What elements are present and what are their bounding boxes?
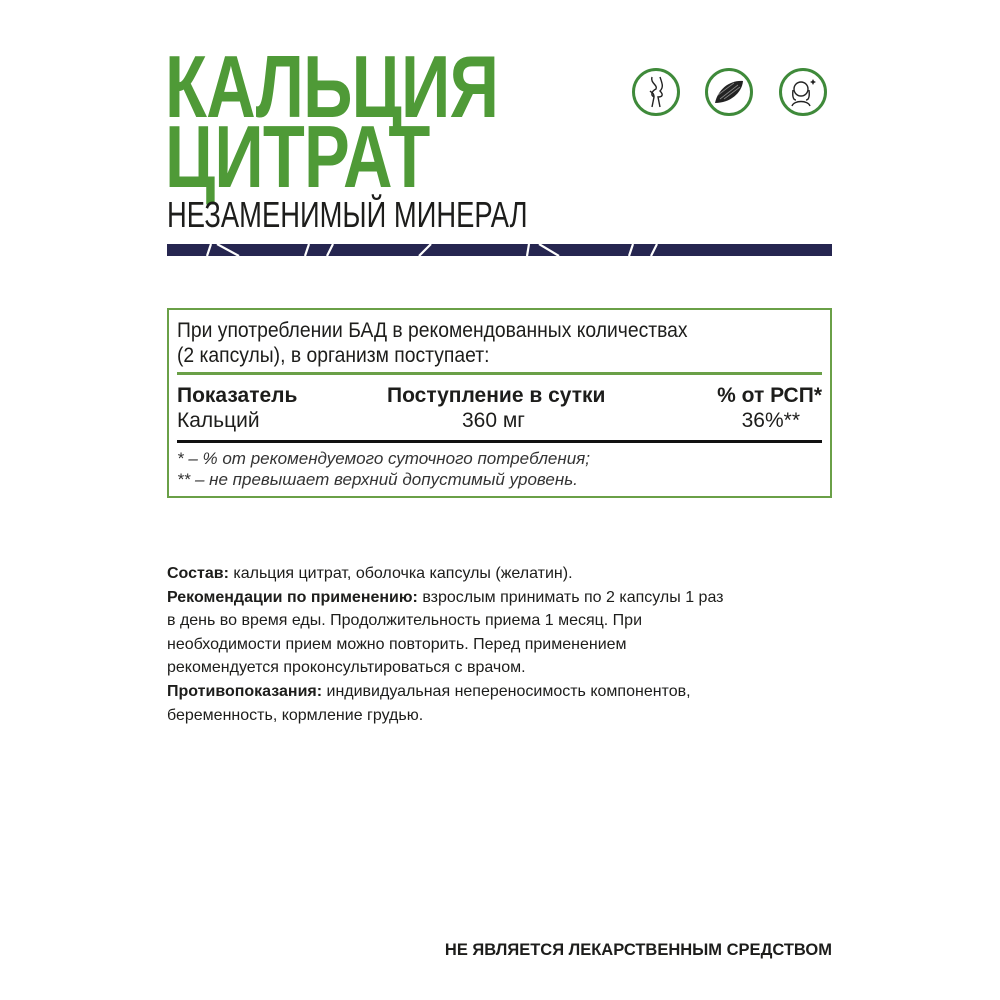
contraindications-paragraph	[167, 680, 727, 727]
beauty-face-icon	[779, 68, 827, 116]
composition-label: Состав:	[167, 565, 229, 582]
cell-amount: 360 мг	[462, 409, 525, 432]
header-rsp-percent: % от РСП*	[717, 384, 822, 407]
footnote-2: ** – не превышает верхний допустимый уровень.	[177, 470, 578, 489]
composition-text: кальция цитрат, оболочка капсулы (желатин).	[228, 565, 573, 582]
muscle-icon	[705, 68, 753, 116]
usage-text: взрослым принимать по 2 капсулы 1 раз в день во время еды. Продолжительность приема 1 месяц. При необходимости прием можно повторить. Перед применением рекомендуется проконсультироваться с врачом.	[167, 588, 724, 677]
header-daily-intake: Поступление в сутки	[387, 384, 606, 407]
cell-nutrient: Кальций	[177, 409, 260, 432]
intake-intro-line1: При употреблении БАД в рекомендованных количествах	[177, 319, 688, 342]
black-divider	[177, 440, 822, 443]
header-indicator: Показатель	[177, 384, 298, 407]
contraindications-label: Противопоказания:	[167, 682, 323, 700]
joint-icon	[632, 68, 680, 116]
composition-paragraph	[167, 562, 727, 586]
contraindications-text: индивидуальная непереносимость компонентов, беременность, кормление грудью.	[167, 682, 691, 724]
decorative-divider-bar	[167, 244, 832, 256]
usage-label: Рекомендации по применению:	[167, 588, 418, 606]
product-title-line1: КАЛЬЦИЯ	[165, 37, 499, 136]
product-subtitle: НЕЗАМЕНИМЫЙ МИНЕРАЛ	[167, 194, 528, 235]
product-title-line2: ЦИТРАТ	[165, 107, 430, 206]
footnote-1: * – % от рекомендуемого суточного потребления;	[177, 449, 590, 468]
green-divider	[177, 372, 822, 375]
intake-table-box	[167, 308, 832, 498]
intake-intro-line2: (2 капсулы), в организм поступает:	[177, 344, 490, 367]
cell-percent: 36%**	[741, 409, 800, 432]
product-details	[167, 562, 727, 727]
usage-paragraph	[167, 586, 727, 680]
not-a-medicine-notice: НЕ ЯВЛЯЕТСЯ ЛЕКАРСТВЕННЫМ СРЕДСТВОМ	[444, 941, 832, 959]
